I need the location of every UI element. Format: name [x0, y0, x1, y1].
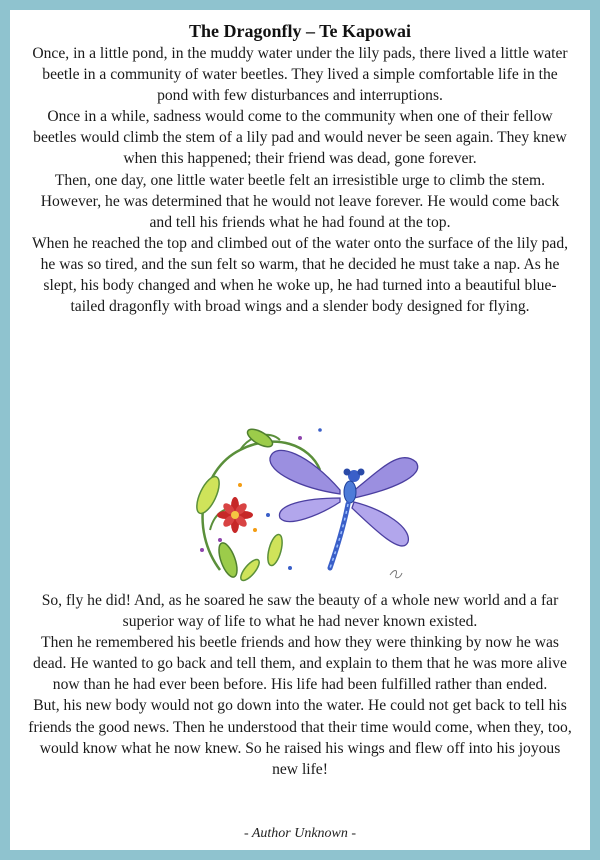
page [10, 10, 590, 850]
story-top [28, 43, 572, 317]
story-paragraph: But, his new body would not go down into the water. He could not get back to tell his friends the good news. Then he understood that their time would come, when they, too, would know what he now knew. So he raised his wings and flew off into his joyous new life! [28, 697, 572, 778]
story-paragraph: So, fly he did! And, as he soared he saw the beauty of a whole new world and a far superior way of life to what he had never known existed. [41, 592, 559, 631]
story-paragraph: Once in a while, sadness would come to the community when one of their fellow beetles would climb the stem of a lily pad and would never be seen again. They knew when this happened; their friend was dead, gone forever. [33, 108, 567, 168]
author-credit: - Author Unknown - [243, 826, 357, 841]
story-paragraph: Then he remembered his beetle friends and how they were thinking by now he was dead. He wanted to go back and tell them, and explain to them that he was more alive now than he had ever been before. His life had been fulfilled rather than ended. [33, 634, 567, 694]
story-bottom [28, 590, 572, 780]
page-title: The Dragonfly – Te Kapowai [188, 21, 412, 41]
story-paragraph: Then, one day, one little water beetle felt an irresistible urge to climb the stem. However, he was determined that he would not leave forever. He would come back and tell his friends what he had found at the top. [40, 171, 560, 231]
story-paragraph: When he reached the top and climbed out of the water onto the surface of the lily pad, he was so tired, and the sun felt so warm, that he decided he must take a nap. As he slept, his body changed and when he woke up, he had turned into a beautiful blue-tailed dragonfly with broad wings and a slender body designed for flying. [31, 234, 569, 316]
dragonfly-illustration [180, 410, 430, 590]
story-paragraph: Once, in a little pond, in the muddy water under the lily pads, there lived a little water beetle in a community of water beetles. They lived a simple comfortable life in the pond with few disturbances and interruptions. [32, 45, 568, 105]
